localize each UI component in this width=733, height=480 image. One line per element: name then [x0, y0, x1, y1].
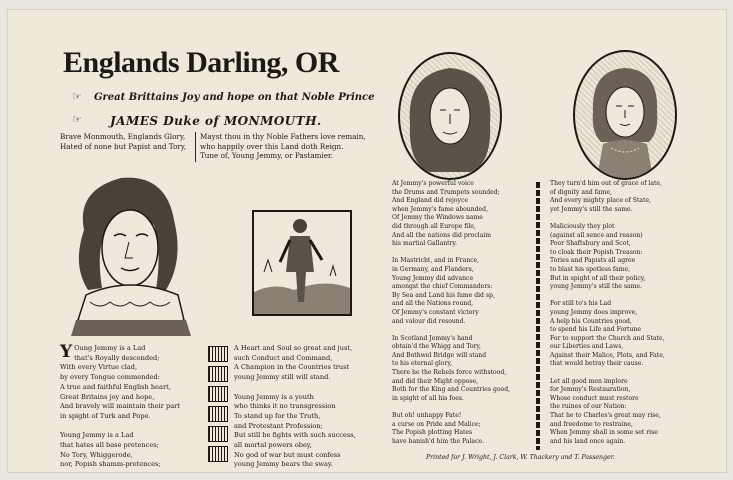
verse-column-3: At Jemmy's powerful voice the Drums and Trumpets sounded; And England did rejoyce when Jemmy's fame abounded, Of Jemmy the Windows name did through all Europe file, And all the nations did proclaim his martial Gallantry. In Mastricht, and in France, in Germany, and Flanders, Young Jemmy did advance amongst the chief Commanders: By Sea and Land his fame did sp, and all the Nations round, Of Jemmy's constant victory and valour did resound. In Scotland Jemmy's hand obtain'd the Whigg and Tory, And Bothwel Bridge will stand to his eternal glory, There he the Rebels force withstood, and did their Might oppose, Both for the King and Countries good, in spight of all his foes. But oh! unhappy Fate! a curse on Pride and Malice; The Popish plotting Hates have banish'd him the Palace.: [392, 180, 511, 445]
female-oval-portrait: [573, 50, 677, 180]
broadside-sheet: [8, 10, 726, 472]
pointing-hand-icon: ☞: [72, 90, 82, 103]
name-line: JAMES Duke of MONMOUTH.: [110, 114, 322, 128]
drop-cap: Y: [60, 342, 73, 362]
broadside-title: Englands Darling, OR: [63, 46, 339, 79]
male-oval-portrait: [398, 52, 502, 180]
intro-right: Mayst thou in thy Noble Fathers love remain, who happily over this Land doth Reign. Tune of, Young Jemmy, or Pastamier.: [200, 132, 366, 161]
subtitle: Great Brittains Joy and hope on that Noble Prince: [94, 92, 375, 103]
verse-column-1: Y Oung Jemmy is a Lad that's Royally descended; With every Virtue clad, by every Tongue commended: A true and faithful English heart, Great Britains joy and hope, And bravely will maintain their part in spight of Turk and Pope. Young Jemmy is a Lad that hates all base pretences; No Tory, Whiggerode, nor, Popish shamm-pretences;: [60, 342, 180, 469]
intro-left: Brave Monmouth, Englands Glory, Hated of none but Papist and Tory,: [60, 132, 187, 151]
verse-column-2: A Heart and Soul so great and just, such Conduct and Command, A Champion in the Countries trust young Jemmy still will stand. Young Jemmy is a youth who thinks it no transgression To stand up for the Truth, and Protestant Profession; But still he fights with such success, all mortal powers obey, No god of war but must confess young Jemmy bears the sway.: [234, 344, 356, 469]
intro-divider: [195, 132, 196, 162]
standing-figure-woodcut: [252, 210, 352, 316]
ornament-divider: [536, 182, 540, 450]
verse-column-4: They turn'd him out of grace of late, of dignity and fame, And every mighty place of State, yet Jemmy's still the same. Maliciously they plot (against all sence and reason) Poor Shaftsbury and Scot, to cloak their Popish Treason: Tories and Papists all agree to blast his spotless fame, But in spight of all their policy, young Jemmy's still the same. For still to's his Lad young Jemmy does improve, A help his Countries good, to spend his Life and Fortune For to support the Church and State, our Liberties and Laws, Against their Malice, Plots, and Fate, that would betray their cause. Let all good men implore for Jemmy's Restauration, Whose conduct must restore the ruines of our Nation: That he to Charles's great may rise, and freedome to restraine, When Jemmy shall in some set rise and his land once again.: [550, 180, 665, 445]
pointing-hand-icon: ☞: [72, 113, 82, 126]
monmouth-bust-woodcut: [66, 170, 196, 336]
imprint: Printed for J. Wright, J. Clark, W. Thackery and T. Passenger.: [426, 454, 615, 461]
